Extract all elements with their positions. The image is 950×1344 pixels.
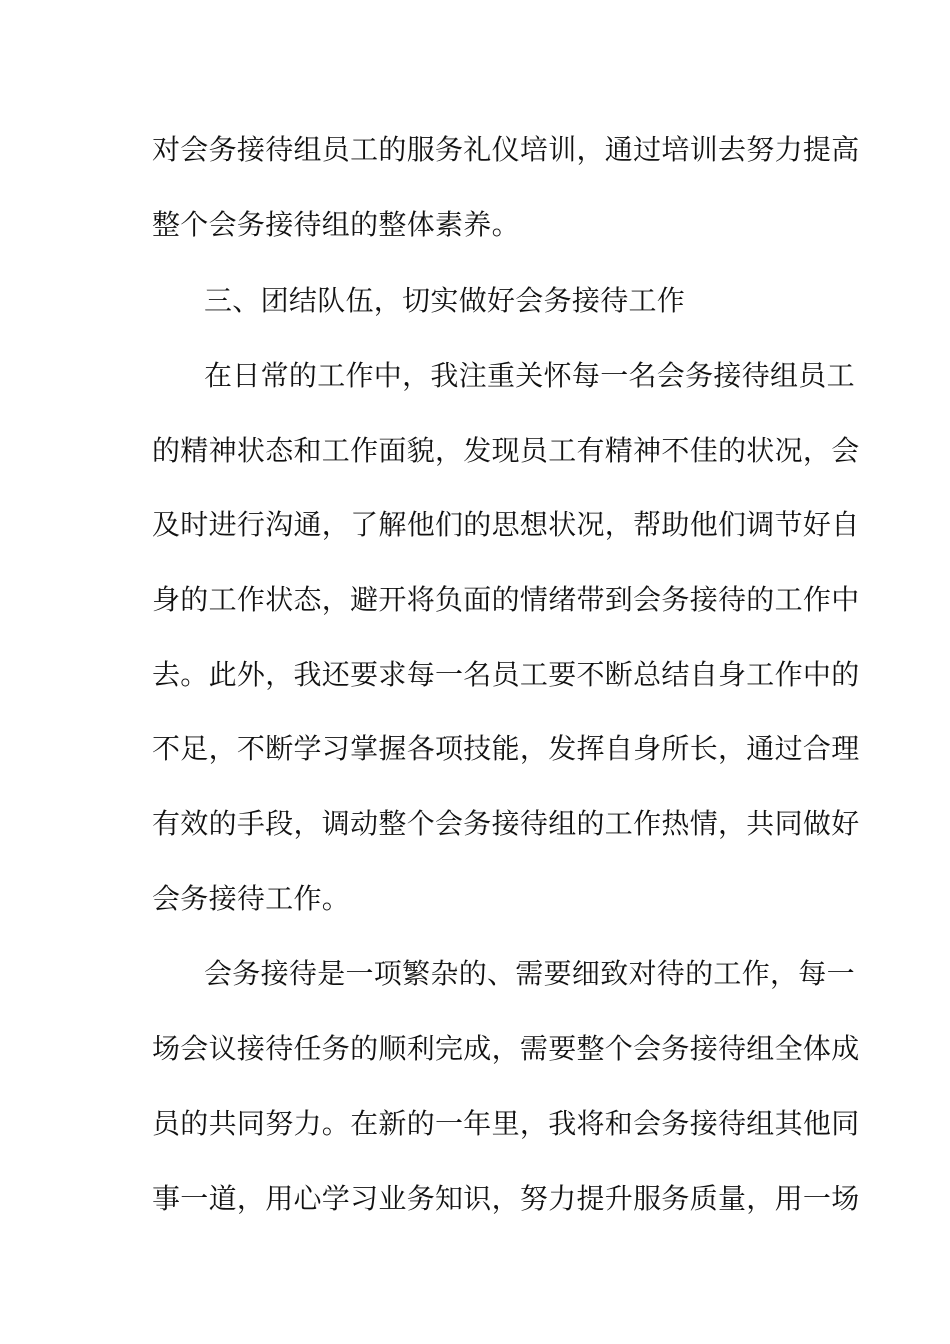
paragraph-line: 会务接待是一项繁杂的、需要细致对待的工作，每一 <box>204 957 855 990</box>
paragraph-line: 有效的手段，调动整个会务接待组的工作热情，共同做好 <box>152 807 860 840</box>
paragraph-line: 的精神状态和工作面貌，发现员工有精神不佳的状况，会 <box>152 434 860 467</box>
paragraph-line: 员的共同努力。在新的一年里，我将和会务接待组其他同 <box>152 1107 860 1140</box>
paragraph-line: 及时进行沟通，了解他们的思想状况，帮助他们调节好自 <box>152 508 860 541</box>
section-heading: 三、团结队伍，切实做好会务接待工作 <box>204 284 686 317</box>
paragraph-line: 事一道，用心学习业务知识，努力提升服务质量，用一场 <box>152 1182 860 1215</box>
paragraph-line: 会务接待工作。 <box>152 882 351 915</box>
paragraph-line: 去。此外，我还要求每一名员工要不断总结自身工作中的 <box>152 658 860 691</box>
paragraph-line: 整个会务接待组的整体素养。 <box>152 208 520 241</box>
paragraph-line: 在日常的工作中，我注重关怀每一名会务接待组员工 <box>204 359 855 392</box>
paragraph-line: 不足，不断学习掌握各项技能，发挥自身所长，通过合理 <box>152 732 860 765</box>
paragraph-line: 对会务接待组员工的服务礼仪培训，通过培训去努力提高 <box>152 133 860 166</box>
paragraph-line: 身的工作状态，避开将负面的情绪带到会务接待的工作中 <box>152 583 860 616</box>
paragraph-line: 场会议接待任务的顺利完成，需要整个会务接待组全体成 <box>152 1032 860 1065</box>
